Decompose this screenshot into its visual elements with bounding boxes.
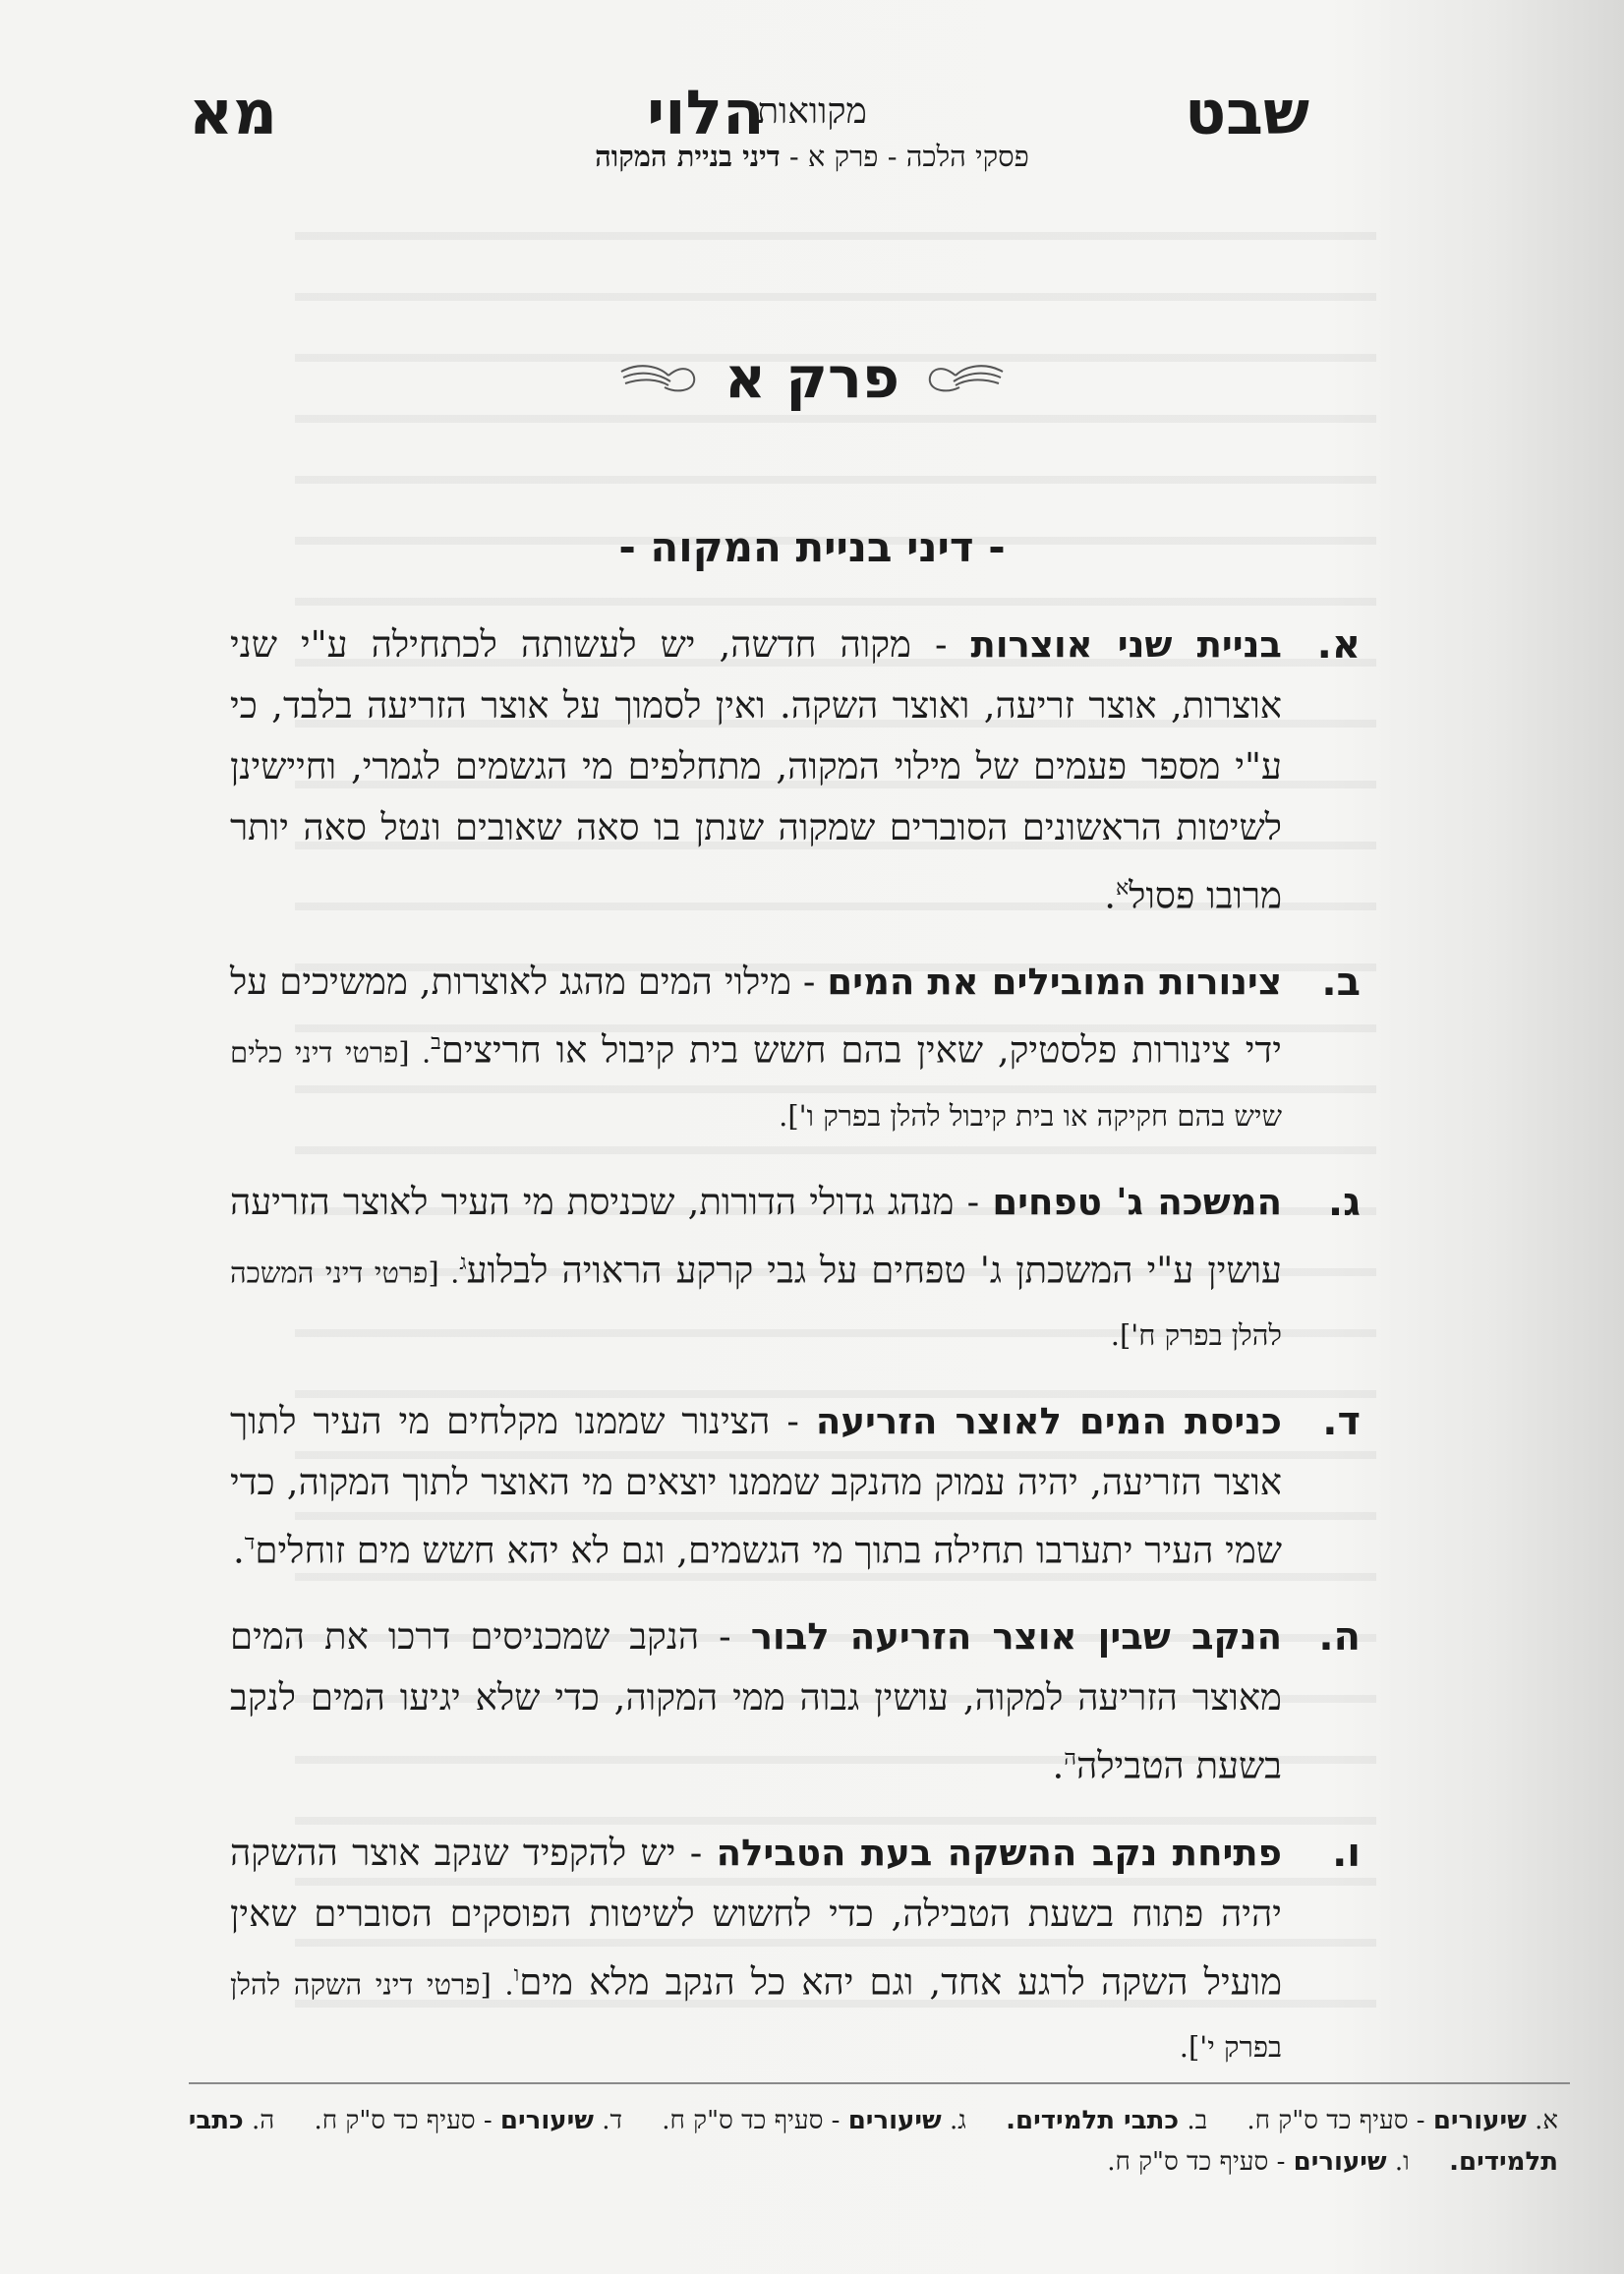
paragraph-heading: הנקב שבין אוצר הזריעה לבור <box>750 1615 1282 1659</box>
paragraph-body: - הצינור שממנו מקלחים מי העיר לתוך אוצר הזריעה, יהיה עמוק מהנקב שממנו יוצאים מי האוצר לתוך המקוה, כדי שמי העיר יתערבו תחילה בתוך מי הגשמים, וגם לא יהא חשש מים זוחלים <box>230 1399 1282 1572</box>
paragraph-body: - מילוי המים מהגג לאוצרות, ממשיכים על ידי צינורות פלסטיק, שאין בהם חשש בית קיבול או חריצים <box>230 961 1282 1072</box>
paragraph-heading: המשכה ג' טפחים <box>992 1180 1282 1223</box>
header-title-mid: הלוי <box>647 77 765 148</box>
section-title: - דיני בניית המקוה - <box>618 523 1006 571</box>
paragraph-body: - הנקב שמכניסים דרכו את המים מאוצר הזריעה למקוה, עושין גבוה ממי המקוה, כדי שלא יגיעו המים לנקב בשעת הטבילה <box>230 1615 1282 1787</box>
footnote-marker[interactable]: ד <box>244 1530 256 1555</box>
paragraph-letter: ג. <box>1327 1179 1361 1225</box>
footnote: ג. שיעורים - סעיף כד ס"ק ח. <box>662 2106 966 2135</box>
paragraph-heading: כניסת המים לאוצר הזריעה <box>815 1399 1282 1442</box>
paragraph-letter: ב. <box>1321 960 1361 1006</box>
paragraph-heading: בניית שני אוצרות <box>970 623 1282 666</box>
cross-reference: . [פרטי דיני השקה להלן בפרק י']. <box>230 1966 1282 2064</box>
footnote-marker[interactable]: ו <box>513 1961 520 1987</box>
paragraph-body: - יש להקפיד שנקב אוצר ההשקה יהיה פתוח בשעת הטבילה, כדי לחשוש לשיטות הפוסקים הסוברים שאין מועיל השקה לרגע אחד, וגם יהא כל הנקב מלא מים <box>230 1831 1282 2003</box>
paragraph-body: - מנהג גדולי הדורות, שכניסת מי העיר לאוצר הזריעה עושין ע"י המשכתן ג' טפחים על גבי קרקע הראויה לבלוע <box>230 1180 1282 1291</box>
paragraph-letter: ה. <box>1318 1614 1361 1661</box>
page-number: מא <box>189 77 278 148</box>
paragraph-heading: פתיחת נקב ההשקה בעת הטבילה <box>716 1831 1282 1874</box>
footnote: ו. שיעורים - סעיף כד ס"ק ח. <box>1107 2147 1410 2177</box>
footnote-divider <box>189 2082 1570 2084</box>
footnotes <box>187 2100 1558 2183</box>
footnote: א. שיעורים - סעיף כד ס"ק ח. <box>1247 2106 1558 2135</box>
footnote-marker[interactable]: ב <box>431 1030 441 1056</box>
chapter-heading <box>0 344 1624 411</box>
footnote: ב. כתבי תלמידים. <box>1006 2106 1208 2135</box>
header-topic: מקוואות <box>757 91 867 132</box>
paragraph-letter: ו. <box>1332 1830 1361 1876</box>
footnote: ה. כתבי תלמידים. <box>188 2106 1558 2177</box>
paragraph-heading: צינורות המובילים את המים <box>827 961 1282 1004</box>
flourish-left-icon <box>926 358 1005 397</box>
chapter-title: פרק א <box>724 344 900 411</box>
paragraph <box>230 1823 1361 2077</box>
header-subtitle: פסקי הלכה - פרק א - דיני בניית המקוה <box>595 140 1029 173</box>
paragraph-letter: ד. <box>1322 1398 1361 1444</box>
footnote-marker[interactable]: א <box>1115 876 1130 901</box>
flourish-right-icon <box>619 358 698 397</box>
paragraph-letter: א. <box>1316 622 1361 668</box>
body-text <box>230 614 1361 2103</box>
cross-reference: . [פרטי דיני המשכה להלן בפרק ח']. <box>230 1254 1282 1352</box>
paragraph: ה. הנקב שבין אוצר הזריעה לבור - הנקב שמכניסים דרכו את המים מאוצר הזריעה למקוה, עושין גבוה ממי המקוה, כדי שלא יגיעו המים לנקב בשעת הטבילה$^ה$. <box>230 1606 1361 1796</box>
paragraph: ד. כניסת המים לאוצר הזריעה - הצינור שממנו מקלחים מי העיר לתוך אוצר הזריעה, יהיה עמוק מהנקב שממנו יוצאים מי האוצר לתוך המקוה, כדי שמי העיר יתערבו תחילה בתוך מי הגשמים, וגם לא יהא חשש מים זוחלים$^ד$. <box>230 1391 1361 1581</box>
cross-reference: . [פרטי דיני כלים שיש בהם חקיקה או בית קיבול להלן בפרק ו']. <box>230 1035 1282 1133</box>
paragraph <box>230 952 1361 1145</box>
paragraph: א. בניית שני אוצרות - מקוה חדשה, יש לעשותה לכתחילה ע"י שני אוצרות, אוצר זריעה, ואוצר השקה. ואין לסמוך על אוצר הזריעה בלבד, כי ע"י מספר פעמים של מילוי המקוה, מתחלפים מי הגשמים לגמרי, וחיישינן לשיטות הראשונים הסוברים שמקוה שנתן בו סאה שאובים ונטל סאה יותר מרובו פסול$^א$. <box>230 614 1361 926</box>
paragraph-body: - מקוה חדשה, יש לעשותה לכתחילה ע"י שני אוצרות, אוצר זריעה, ואוצר השקה. ואין לסמוך על אוצר הזריעה בלבד, כי ע"י מספר פעמים של מילוי המקוה, מתחלפים מי הגשמים לגמרי, וחיישינן לשיטות הראשונים הסוברים שמקוה שנתן בו סאה שאובים ונטל סאה יותר מרובו פסול <box>230 623 1282 917</box>
header-title-right: שבט <box>1185 77 1309 148</box>
footnote: ד. שיעורים - סעיף כד ס"ק ח. <box>314 2106 622 2135</box>
footnote-marker[interactable]: ג <box>459 1250 467 1275</box>
paragraph <box>230 1172 1361 1366</box>
footnote-marker[interactable]: ה <box>1064 1746 1076 1772</box>
running-header <box>0 0 1624 197</box>
